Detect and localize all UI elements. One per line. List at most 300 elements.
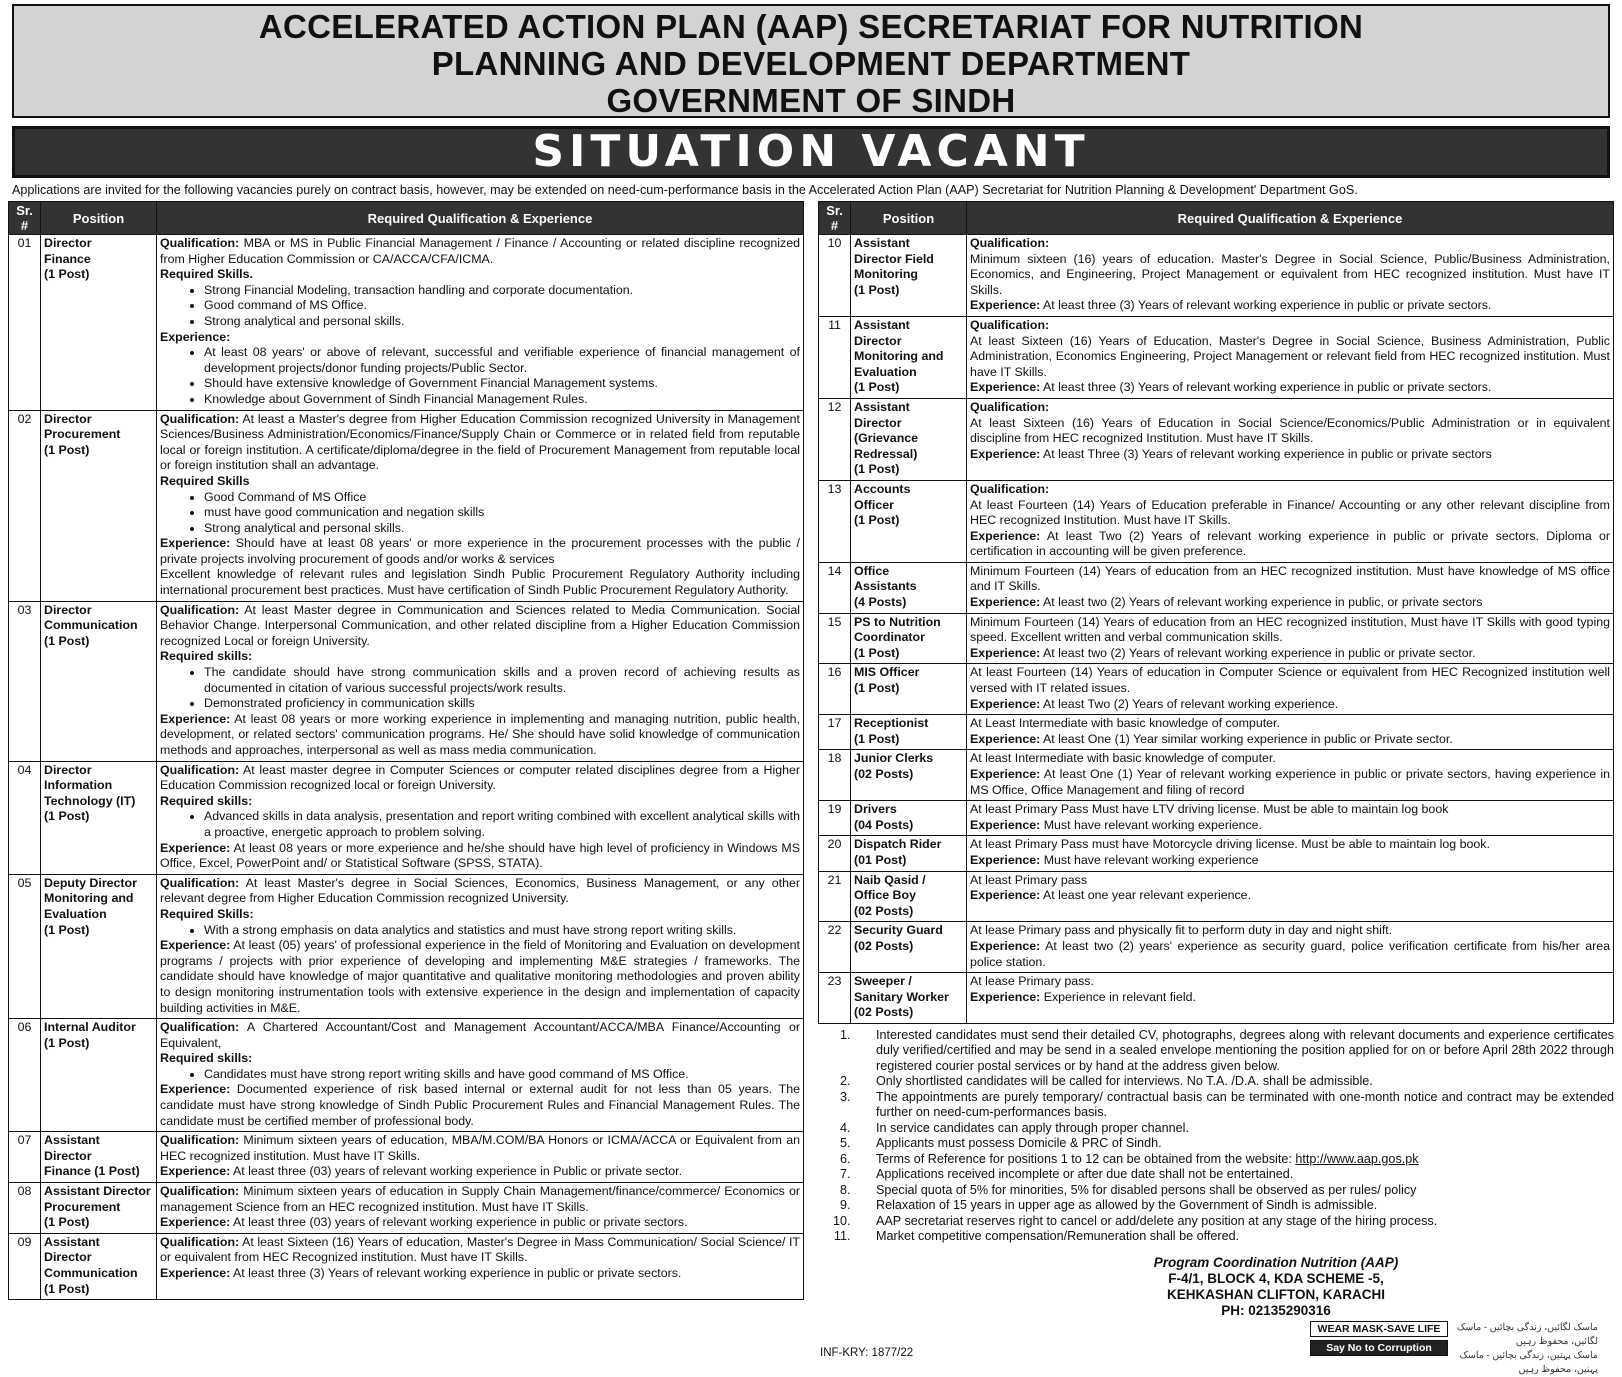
requirement-label: Qualification: [160, 1133, 240, 1148]
skills-heading: Required skills: [160, 1051, 253, 1066]
requirement-label: Experience: [970, 380, 1041, 395]
requirement-label: Experience: [160, 938, 231, 953]
position-title [851, 715, 967, 750]
urdu-message [1448, 1321, 1598, 1377]
requirement-text: Experience in relevant field. [1040, 989, 1196, 1004]
position-line: Officer [854, 497, 894, 512]
requirement-line [970, 298, 1610, 314]
position-line: Office [854, 563, 890, 578]
position-line: Director [854, 333, 902, 348]
position-line: Assistant Director [44, 1184, 151, 1199]
qualification-text: Minimum Fourteen (14) Years of education from an HEC recognized institution. Must have knowledge of MS office and IT Skills. [970, 563, 1610, 594]
requirement-text: At least two (2) Years of relevant working experience in public, or private sectors [1040, 595, 1483, 610]
requirements-cell [967, 316, 1614, 398]
table-row [819, 480, 1614, 562]
position-title [851, 480, 967, 562]
requirements-cell [157, 1183, 804, 1234]
requirement-text: At least Master's degree in Social Sciences, Economics, Business Management, or any other relevant degree from Higher Education Commission recognized University. [160, 875, 800, 906]
serial-number: 04 [9, 761, 41, 874]
instruction-text: Applicants must possess Domicile & PRC of Sindh. [876, 1136, 1162, 1151]
bullet-item: • Knowledge about Government of Sindh Financial Management Rules. [204, 392, 800, 408]
position-line: Coordinator [854, 630, 925, 645]
position-title [851, 922, 967, 973]
requirement-line [160, 1184, 800, 1215]
position-line: Internal Auditor [44, 1020, 136, 1035]
header-line-2: PLANNING AND DEVELOPMENT DEPARTMENT [431, 45, 1191, 82]
position-title [41, 761, 157, 874]
serial-number: 11 [819, 316, 851, 398]
table-row [819, 398, 1614, 480]
serial-number: 01 [9, 235, 41, 411]
header-sr: Sr. # [819, 202, 851, 235]
position-line: Junior Clerks [854, 751, 934, 766]
requirement-label: Qualification: [160, 875, 240, 890]
requirement-label: Experience: [970, 852, 1041, 867]
position-line: (1 Post) [44, 442, 90, 457]
position-line: Director [44, 1250, 92, 1265]
requirements-cell [967, 613, 1614, 664]
qualification-text: At lease Primary pass and physically fit to perform duty in day and night shift. [970, 923, 1393, 938]
instruction-item [854, 1028, 1614, 1075]
position-line: Redressal) [854, 446, 918, 461]
requirements-cell [967, 398, 1614, 480]
requirement-line [160, 1164, 800, 1180]
requirement-label: Qualification: [160, 236, 240, 250]
requirement-label: Experience: [970, 989, 1041, 1004]
qualification-text: At least Fourteen (14) Years of Education preferable in Finance/ Accounting or any other relevant discipline from HEC recognized Institution. Must have IT Skills. [970, 497, 1610, 528]
position-line: Monitoring and [854, 349, 944, 364]
footer-row [818, 1321, 1614, 1375]
requirement-line [160, 1133, 800, 1164]
requirements-cell [967, 922, 1614, 973]
position-line: Director [854, 415, 902, 430]
banner-title: SITUATION VACANT [532, 126, 1090, 177]
reference-number: INF-KRY: 1877/22 [820, 1346, 914, 1359]
qualification-heading: Qualification: [970, 399, 1050, 414]
requirement-text: MBA or MS in Public Financial Management / Finance / Accounting or related discipline recognized from Higher Education Commission or CA/ACCA/CFA/ICMA. [160, 236, 800, 266]
serial-number: 10 [819, 235, 851, 317]
position-line: Assistant [854, 399, 910, 414]
skills-heading: Required skills: [160, 793, 253, 808]
position-line: Director [44, 1148, 92, 1163]
requirement-line [160, 1082, 800, 1129]
instruction-text: In service candidates can apply through proper channel. [876, 1120, 1189, 1135]
position-line: (1 Post) [44, 809, 90, 824]
position-title [41, 235, 157, 411]
skills-heading: Required Skills. [160, 267, 253, 282]
table-row [819, 750, 1614, 801]
serial-number: 14 [819, 562, 851, 613]
qualification-text: At least Primary Pass must have Motorcycle driving license. Must be able to maintain log book. [970, 837, 1490, 852]
website-link[interactable]: http://www.aap.gos.pk [1295, 1151, 1419, 1166]
requirement-label: Experience: [970, 888, 1041, 903]
right-column [818, 201, 1614, 1375]
instruction-text: Only shortlisted candidates will be called for interviews. No T.A. /D.A. shall be admissible. [876, 1074, 1373, 1089]
serial-number: 17 [819, 715, 851, 750]
requirement-line [970, 595, 1610, 611]
position-line: Monitoring and [44, 891, 134, 906]
requirement-label: Experience: [970, 446, 1041, 461]
requirement-text: At least 08 years or more working experience in implementing and managing nutrition, public health, development, or related sectors' communication programs. He/ She should have solid knowledge of communication methods and approaches, interpersonal as well as mass media communication. [160, 711, 800, 757]
requirements-cell [157, 874, 804, 1018]
header-position: Position [851, 202, 967, 235]
qualification-text: At lease Primary pass. [970, 974, 1094, 989]
requirement-text: Must have relevant working experience. [1040, 817, 1263, 832]
bullet-item: • The candidate should have strong communication skills and a proven record of achieving results as documented in citation of various successful projects/work results. [204, 665, 800, 696]
requirements-cell [967, 235, 1614, 317]
qualification-text: At least Fourteen (14) Years of education in Computer Science or equivalent from HEC Recognized institution well versed with IT related issues. [970, 665, 1610, 696]
requirement-line [970, 939, 1610, 970]
requirement-label: Experience: [970, 696, 1041, 711]
position-line: (1 Post) [854, 645, 900, 660]
requirement-label: Qualification: [160, 762, 240, 777]
bullet-item: • With a strong emphasis on data analytics and statistics and must have strong report writing skills. [204, 923, 800, 939]
position-title [851, 750, 967, 801]
requirements-cell [967, 562, 1614, 613]
serial-number: 13 [819, 480, 851, 562]
qualification-text: At Least Intermediate with basic knowledge of computer. [970, 716, 1280, 731]
extra-text: Excellent knowledge of relevant rules and legislation Sindh Public Procurement Regulatory Authority including international procurement best practices. Must have certification of Sindh Public Procurement Regulatory Authority. [160, 567, 800, 598]
requirements-cell [157, 1132, 804, 1183]
requirement-text: At least master degree in Computer Sciences or computer related disciplines degree from a Higher Education Commission recognized local or foreign University. [160, 762, 800, 793]
serial-number: 18 [819, 750, 851, 801]
bullet-item: • Strong analytical and personal skills. [204, 521, 800, 537]
header-requirements: Required Qualification & Experience [157, 202, 804, 235]
bullet-item: • Strong analytical and personal skills. [204, 314, 800, 330]
header-sr: Sr. # [9, 202, 41, 235]
requirement-text: At least (05) years' of professional experience in the field of Monitoring and Evaluation on development programs / projects with prior experience of developing and implementing M&E strategies / frameworks. The candidate should have knowledge of major quantitative and qualitative monitoring methodologies and proven ability to design monitoring instrumentation tools with extensive experience in the design and implementation of capacity building activities in M&E. [160, 938, 800, 1015]
position-line: Director [44, 236, 92, 250]
position-line: Assistant [854, 236, 910, 250]
requirement-text: At least 08 years or more experience and he/she should have high level of proficiency in Windows MS Office, Excel, PowerPoint and/ or Statistical Software (SPSS, STATA). [160, 840, 800, 871]
situation-vacant-banner [12, 126, 1610, 178]
requirement-line [970, 697, 1610, 713]
serial-number: 08 [9, 1183, 41, 1234]
requirement-label: Experience: [970, 645, 1041, 660]
position-line: (02 Posts) [854, 1005, 914, 1020]
requirement-label: Experience: [970, 731, 1041, 746]
requirement-line [160, 876, 800, 907]
left-column [8, 201, 804, 1300]
instruction-item [854, 1183, 1614, 1199]
table-row [9, 761, 804, 874]
position-title [851, 398, 967, 480]
position-line: Monitoring [854, 267, 918, 282]
position-line: Evaluation [854, 364, 917, 379]
requirements-cell [967, 973, 1614, 1024]
requirement-text: Minimum sixteen years of education in Supply Chain Management/finance/commerce/ Economics or management Science from an HEC recognized institution. Must have IT Skills. [160, 1184, 800, 1214]
serial-number: 09 [9, 1233, 41, 1299]
requirements-cell [157, 410, 804, 601]
position-title [851, 562, 967, 613]
requirements-cell [157, 601, 804, 761]
serial-number: 03 [9, 601, 41, 761]
requirements-cell [157, 235, 804, 411]
position-line: (1 Post) [854, 681, 900, 696]
jobs-table-right [818, 201, 1614, 1024]
requirement-label: Experience: [160, 1082, 231, 1097]
requirement-text: At least three (03) years of relevant working experience in public or private sectors. [230, 1215, 688, 1230]
position-line: Procurement [44, 1199, 121, 1214]
requirements-cell [157, 1233, 804, 1299]
requirement-line [160, 536, 800, 567]
position-line: Finance (1 Post) [44, 1164, 140, 1179]
instruction-item [854, 1229, 1614, 1245]
requirement-line [970, 646, 1610, 662]
requirement-line [160, 1235, 800, 1266]
requirement-text: A Chartered Accountant/Cost and Management Accountant/ACCA/MBA Finance/Accounting or Equivalent, [160, 1020, 800, 1050]
requirement-line [970, 990, 1610, 1006]
qualification-text: At least Sixteen (16) Years of Education in Social Science/Economics/Public Administration or in equivalent discipline from HEC recognized Institution. Must have IT Skills. [970, 415, 1610, 446]
requirement-bullets [160, 809, 800, 840]
requirement-label: Experience: [160, 536, 231, 551]
requirement-label: Qualification: [160, 1184, 240, 1199]
requirements-cell [967, 750, 1614, 801]
position-title [851, 871, 967, 922]
table-row [9, 1233, 804, 1299]
requirement-text: At least One (1) Year similar working experience in public or Private sector. [1040, 731, 1453, 746]
requirement-text: At least one year relevant experience. [1040, 888, 1252, 903]
address-line-2: KEHKASHAN CLIFTON, KARACHI [1167, 1286, 1385, 1302]
requirement-text: Minimum sixteen years of education, MBA/M.COM/BA Honors or ICMA/ACCA or Equivalent from an HEC recognized institution. Must have IT Skills. [160, 1133, 800, 1163]
skills-heading: Required Skills: [160, 906, 254, 921]
requirement-text: Should have at least 08 years' or more experience in the procurement processes with the public / private projects involving procurement of goods and/or works & services [160, 536, 800, 566]
position-line: (1 Post) [44, 922, 90, 937]
instruction-text: Market competitive compensation/Remuneration shall be offered. [876, 1229, 1240, 1244]
position-title [41, 1183, 157, 1234]
address-org: Program Coordination Nutrition (AAP) [1153, 1254, 1399, 1270]
serial-number: 19 [819, 801, 851, 836]
qualification-text: At least Primary pass [970, 872, 1088, 887]
position-title [851, 235, 967, 317]
header [12, 4, 1610, 118]
requirement-line [970, 818, 1610, 834]
position-line: Naib Qasid / [854, 872, 926, 887]
requirement-label: Experience: [970, 528, 1041, 543]
position-line: Director [44, 762, 92, 777]
position-line: Assistants [854, 579, 917, 594]
position-line: Assistant [854, 317, 910, 332]
requirement-label: Experience: [970, 595, 1041, 610]
serial-number: 23 [819, 973, 851, 1024]
requirements-cell [967, 480, 1614, 562]
intro-text: Applications are invited for the following vacancies purely on contract basis, however, may be extended on need-cum-performance basis in the Accelerated Action Plan (AAP) Secretariat for Nutrition Planning & Development' Department GoS. [12, 183, 1358, 197]
position-line: (01 Post) [854, 852, 907, 867]
requirement-text: At least three (03) years of relevant working experience in Public or private sector. [230, 1164, 683, 1179]
requirement-label: Experience: [160, 1266, 231, 1280]
table-row [9, 1183, 804, 1234]
bullet-item: • must have good communication and negation skills [204, 505, 800, 521]
position-line: (04 Posts) [854, 817, 914, 832]
requirement-text: At least two (2) Years of relevant working experience in public or private sector. [1040, 645, 1476, 660]
bullet-item: • Candidates must have strong report writing skills and have good command of MS Office. [204, 1067, 800, 1083]
position-title [851, 613, 967, 664]
requirement-label: Experience: [160, 1164, 231, 1179]
requirement-text: At least three (3) Years of relevant working experience in public or private sectors. [1040, 380, 1492, 395]
table-row [9, 601, 804, 761]
requirement-text: At least three (3) Years of relevant working experience in public or private sectors. [230, 1266, 682, 1280]
serial-number: 06 [9, 1019, 41, 1132]
table-row [9, 235, 804, 411]
instruction-text: Applications received incomplete or after due date shall not be entertained. [876, 1167, 1294, 1182]
requirement-label: Experience: [160, 1215, 231, 1230]
position-title [41, 874, 157, 1018]
requirement-label: Experience: [970, 938, 1041, 953]
position-line: Communication [44, 1266, 138, 1280]
position-line: Director [44, 602, 92, 617]
serial-number: 07 [9, 1132, 41, 1183]
requirement-label: Qualification: [160, 602, 240, 617]
position-line: (1 Post) [854, 513, 900, 528]
requirement-text: At least Two (2) Years of relevant working experience. [1040, 696, 1339, 711]
position-line: Drivers [854, 802, 897, 817]
position-line: Communication [44, 618, 138, 633]
serial-number: 20 [819, 836, 851, 871]
instruction-text: AAP secretariat reserves right to cancel or add/delete any position at any stage of the hiring process. [876, 1213, 1438, 1228]
position-line: Procurement [44, 427, 121, 442]
requirements-cell [967, 715, 1614, 750]
instruction-item [854, 1121, 1614, 1137]
requirement-line [160, 412, 800, 474]
requirements-cell [967, 871, 1614, 922]
position-line: Finance [44, 251, 91, 266]
table-row [819, 973, 1614, 1024]
position-line: Office Boy [854, 888, 916, 903]
instruction-text: Relaxation of 15 years in upper age as allowed by the Government of Sindh is admissible. [876, 1198, 1378, 1213]
position-line: (1 Post) [44, 1215, 90, 1230]
position-line: Receptionist [854, 716, 929, 731]
qualification-text: At least Sixteen (16) Years of Education, Master's Degree in Social Science, Business Administration, Public Administration, Economics Engineering, Project Management or relevant field from HEC recognized institution. Must have IT Skills. [970, 333, 1610, 379]
instruction-text: The appointments are purely temporary/ contractual basis can be terminated with one-month notice and contract may be extended further on need-cum-performances basis. [876, 1089, 1614, 1120]
position-line: Evaluation [44, 906, 107, 921]
qualification-heading: Qualification: [970, 317, 1050, 332]
position-line: Security Guard [854, 923, 943, 938]
requirement-line [160, 841, 800, 872]
position-title [851, 801, 967, 836]
instruction-text: Interested candidates must send their detailed CV, photographs, degrees along with relevant documents and experience certificates duly verified/certified and may be send in a sealed envelope mentioning the position applied for on or before April 28th 2022 through registered courier postal services or by hand at the address given below. [876, 1027, 1614, 1073]
position-line: (1 Post) [854, 462, 900, 477]
position-title [851, 836, 967, 871]
table-row [819, 613, 1614, 664]
requirement-label: Experience: [970, 298, 1041, 313]
requirement-text: Documented experience of risk based internal or external audit for not less than 05 years. The candidate must have strong knowledge of Sindh Public Procurement Rules and Financial Management Rules. The candidate must be certified member of professional body. [160, 1082, 800, 1128]
requirement-bullets [160, 923, 800, 939]
requirement-text: At least a Master's degree from Higher Education Commission recognized University in Management Sciences/Business Administration/Economics/Finance/Supply Chain or Commerce or in related field from reputable local or foreign institution. A certificate/diploma/degree in the field of Procurement Management from reputable local or foreign institution shall an advantage. [160, 411, 800, 473]
requirement-line [970, 529, 1610, 560]
urdu-line-1: ماسک لگائیں، زندگی بچائیں - ماسک لگائیں، محفوظ رہیں [1456, 1321, 1598, 1347]
position-title [41, 1233, 157, 1299]
position-line: (1 Post) [44, 1035, 90, 1050]
table-row [819, 664, 1614, 715]
bullet-item: • At least 08 years' or above of relevant, successful and verifiable experience of financial management of development projects/donor funding projects/Public Sector. [204, 345, 800, 376]
serial-number: 02 [9, 410, 41, 601]
table-row [9, 1019, 804, 1132]
table-row [819, 715, 1614, 750]
requirements-cell [967, 801, 1614, 836]
requirement-text: At least Master degree in Communication and Sciences related to Media Communication. Social Behavior Change. Interpersonal Communication, and other related discipline from a Higher Education Commission recognized Local or foreign University. [160, 602, 800, 648]
bullet-item: • Good Command of MS Office [204, 490, 800, 506]
requirements-cell [157, 761, 804, 874]
instruction-item [854, 1198, 1614, 1214]
table-row [819, 836, 1614, 871]
instruction-text: Special quota of 5% for minorities, 5% for disabled persons shall be observed as per rules/ policy [876, 1182, 1417, 1197]
serial-number: 12 [819, 398, 851, 480]
mask-badge: WEAR MASK-SAVE LIFE [1310, 1321, 1448, 1337]
instruction-item [854, 1090, 1614, 1121]
header-line-3: GOVERNMENT OF SINDH [606, 82, 1016, 119]
advertisement-page [0, 4, 1622, 1375]
requirement-bullets [160, 345, 800, 407]
requirement-line [160, 603, 800, 650]
position-line: Sanitary Worker [854, 989, 949, 1004]
requirement-line [160, 938, 800, 1016]
position-title [41, 1132, 157, 1183]
position-line: (1 Post) [854, 380, 900, 395]
qualification-heading: Qualification: [970, 236, 1050, 250]
requirement-line [970, 767, 1610, 798]
requirement-text: At least three (3) Years of relevant working experience in public or private sectors. [1040, 298, 1492, 313]
bullet-item: • Demonstrated proficiency in communication skills [204, 696, 800, 712]
qualification-text: At least Intermediate with basic knowledge of computer. [970, 751, 1276, 766]
requirement-line [970, 888, 1610, 904]
requirement-bullets [160, 283, 800, 330]
position-line: Dispatch Rider [854, 837, 942, 852]
requirement-label: Experience: [970, 817, 1041, 832]
requirement-line [970, 853, 1610, 869]
skills-heading: Required skills: [160, 649, 253, 664]
table-row [819, 235, 1614, 317]
position-line: (1 Post) [44, 633, 90, 648]
position-line: (4 Posts) [854, 595, 907, 610]
position-line: Sweeper / [854, 974, 912, 989]
experience-heading: Experience: [160, 329, 231, 344]
requirement-line [160, 712, 800, 759]
position-line: Accounts [854, 481, 911, 496]
table-row [819, 922, 1614, 973]
position-line: MIS Officer [854, 665, 920, 680]
position-line: Director Field [854, 251, 934, 266]
requirement-text: At least two (2) years' experience as security guard, police verification certificate from his/her area police station. [970, 938, 1610, 969]
jobs-table-left [8, 201, 804, 1300]
qualification-heading: Qualification: [970, 481, 1050, 496]
serial-number: 21 [819, 871, 851, 922]
corruption-badge: Say No to Corruption [1310, 1340, 1448, 1356]
requirement-label: Experience: [970, 767, 1041, 781]
public-message-badges [1310, 1321, 1448, 1359]
position-title [41, 1019, 157, 1132]
serial-number: 05 [9, 874, 41, 1018]
position-line: (1 Post) [854, 282, 900, 297]
requirement-label: Experience: [160, 840, 231, 855]
requirement-line [970, 380, 1610, 396]
position-line: Technology (IT) [44, 793, 136, 808]
requirement-text: Must have relevant working experience [1040, 852, 1259, 867]
qualification-text: Minimum sixteen (16) years of education. Master's Degree in Social Science, Public/Business Administration, Economics, and Engineering, Project Management or equivalent from HEC recognized institution. Must have IT Skills. [970, 251, 1610, 297]
position-line: (1 Post) [854, 731, 900, 746]
urdu-line-2: ماسک پہنیں، زندگی بچائیں - ماسک پہنیں، محفوظ رہیں [1459, 1349, 1598, 1375]
table-row [819, 316, 1614, 398]
header-position: Position [41, 202, 157, 235]
position-title [851, 973, 967, 1024]
instruction-item [854, 1152, 1614, 1168]
position-line: (1 Post) [44, 1281, 90, 1296]
table-header-row [9, 202, 804, 235]
position-line: (1 Post) [44, 267, 90, 282]
position-line: Assistant [44, 1133, 100, 1148]
position-line: Assistant [44, 1234, 100, 1249]
instructions-list [818, 1028, 1614, 1245]
requirement-text: At least Three (3) Years of relevant working experience in public or private sectors [1040, 446, 1492, 461]
